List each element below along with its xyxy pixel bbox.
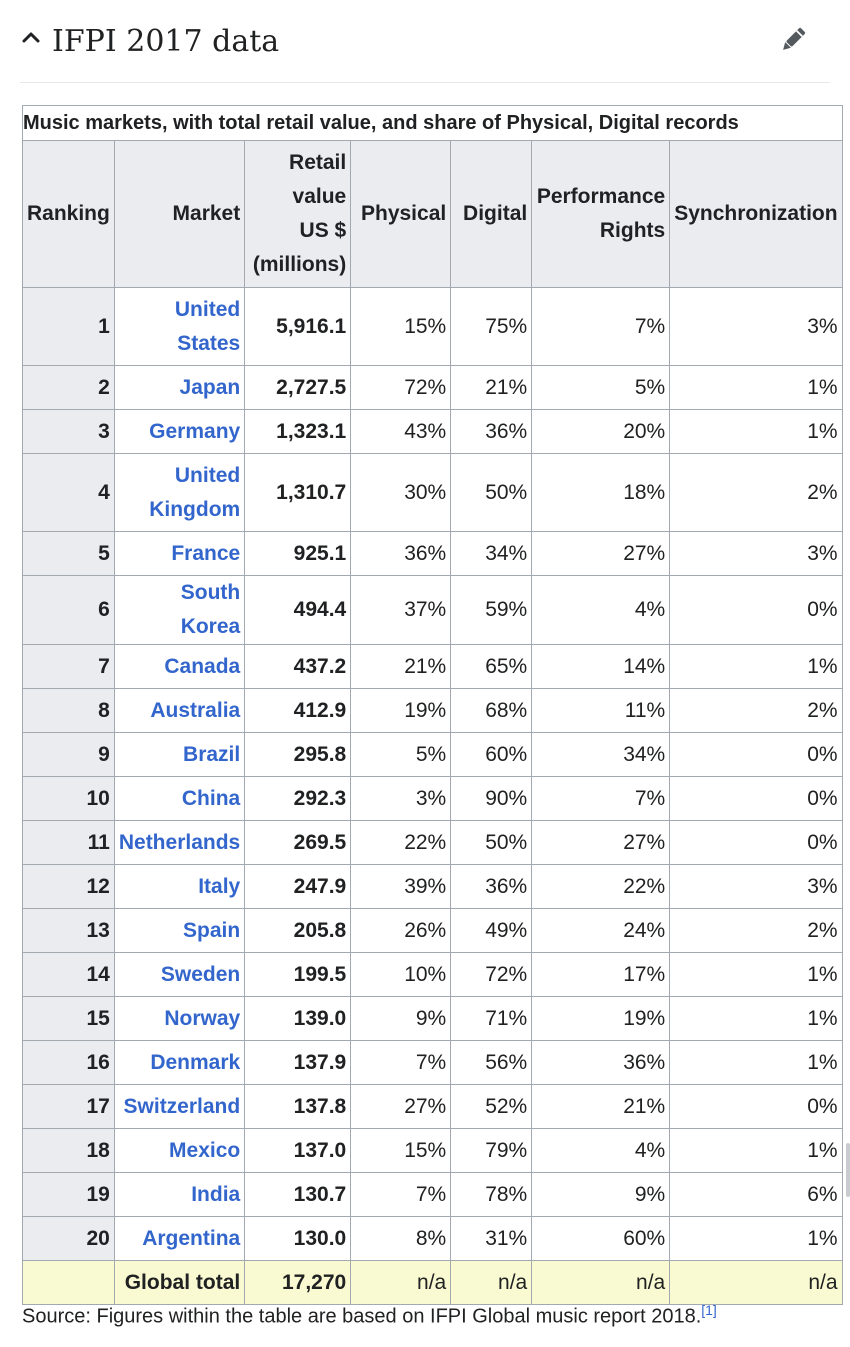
retail-value-cell: 5,916.1 (245, 288, 351, 366)
digital-cell: 60% (451, 733, 532, 777)
rank-cell: 7 (23, 645, 115, 689)
market-link[interactable]: South Korea (114, 576, 244, 645)
table-row (23, 733, 843, 777)
table-row (23, 366, 843, 410)
retail-value-cell: 137.8 (245, 1085, 351, 1129)
table-row (23, 865, 843, 909)
header-physical[interactable]: Physical (351, 141, 451, 288)
performance-cell: 5% (532, 366, 670, 410)
digital-cell: 34% (451, 532, 532, 576)
digital-cell: 36% (451, 410, 532, 454)
market-link[interactable]: Netherlands (114, 821, 244, 865)
reference-link[interactable]: [1] (701, 1302, 717, 1318)
table-row (23, 1129, 843, 1173)
physical-cell: 7% (351, 1041, 451, 1085)
performance-cell: 36% (532, 1041, 670, 1085)
physical-cell: 9% (351, 997, 451, 1041)
retail-value-cell: 925.1 (245, 532, 351, 576)
physical-cell: 30% (351, 454, 451, 532)
physical-cell: 5% (351, 733, 451, 777)
sync-cell: 3% (670, 532, 842, 576)
market-link[interactable]: Norway (114, 997, 244, 1041)
market-link[interactable]: Sweden (114, 953, 244, 997)
table-row (23, 1085, 843, 1129)
table-row (23, 1173, 843, 1217)
physical-cell: 27% (351, 1085, 451, 1129)
market-link-line: Kingdom (149, 497, 241, 521)
table-row (23, 1217, 843, 1261)
performance-cell: 4% (532, 1129, 670, 1173)
global-total-row (23, 1261, 843, 1305)
performance-cell: 7% (532, 777, 670, 821)
rank-cell: 8 (23, 689, 115, 733)
physical-cell: 19% (351, 689, 451, 733)
header-retail-value[interactable] (245, 141, 351, 288)
retail-value-cell: 295.8 (245, 733, 351, 777)
physical-cell: 15% (351, 288, 451, 366)
section-divider (20, 82, 830, 83)
market-link[interactable]: Germany (114, 410, 244, 454)
physical-cell: 72% (351, 366, 451, 410)
digital-cell: 65% (451, 645, 532, 689)
table-caption: Music markets, with total retail value, and share of Physical, Digital records (23, 106, 843, 141)
performance-cell: 7% (532, 288, 670, 366)
header-retail-line: Retail (289, 151, 347, 174)
performance-cell: 27% (532, 532, 670, 576)
physical-cell: 26% (351, 909, 451, 953)
header-digital[interactable]: Digital (451, 141, 532, 288)
rank-cell: 12 (23, 865, 115, 909)
chevron-up-icon[interactable] (20, 26, 42, 48)
sync-cell: 1% (670, 1041, 842, 1085)
total-digital: n/a (451, 1261, 532, 1305)
rank-cell: 1 (23, 288, 115, 366)
table-row (23, 689, 843, 733)
sync-cell: 0% (670, 1085, 842, 1129)
rank-cell: 3 (23, 410, 115, 454)
performance-cell: 21% (532, 1085, 670, 1129)
digital-cell: 36% (451, 865, 532, 909)
digital-cell: 52% (451, 1085, 532, 1129)
total-retail-value: 17,270 (245, 1261, 351, 1305)
sync-cell: 1% (670, 410, 842, 454)
total-performance: n/a (532, 1261, 670, 1305)
retail-value-cell: 130.0 (245, 1217, 351, 1261)
total-physical: n/a (351, 1261, 451, 1305)
sync-cell: 3% (670, 865, 842, 909)
rank-cell: 17 (23, 1085, 115, 1129)
digital-cell: 90% (451, 777, 532, 821)
physical-cell: 10% (351, 953, 451, 997)
sync-cell: 6% (670, 1173, 842, 1217)
header-synchronization[interactable]: Synchronization (670, 141, 842, 288)
sync-cell: 0% (670, 777, 842, 821)
sync-cell: 0% (670, 576, 842, 645)
performance-cell: 20% (532, 410, 670, 454)
header-retail-line: US $ (299, 219, 347, 242)
rank-cell: 10 (23, 777, 115, 821)
retail-value-cell: 137.0 (245, 1129, 351, 1173)
table-row (23, 997, 843, 1041)
rank-cell: 6 (23, 576, 115, 645)
rank-cell: 4 (23, 454, 115, 532)
source-text: Source: Figures within the table are based on IFPI Global music report 2018. (22, 1305, 702, 1328)
sync-cell: 1% (670, 1129, 842, 1173)
retail-value-cell: 137.9 (245, 1041, 351, 1085)
header-retail-line: value (292, 185, 347, 208)
market-link[interactable]: Japan (114, 366, 244, 410)
section-header[interactable] (0, 0, 850, 84)
digital-cell: 56% (451, 1041, 532, 1085)
rank-cell: 20 (23, 1217, 115, 1261)
rank-cell: 19 (23, 1173, 115, 1217)
market-link[interactable]: Australia (114, 689, 244, 733)
digital-cell: 78% (451, 1173, 532, 1217)
total-label: Global total (114, 1261, 244, 1305)
sync-cell: 0% (670, 821, 842, 865)
header-market[interactable]: Market (114, 141, 244, 288)
header-performance-rights[interactable] (532, 141, 670, 288)
performance-cell: 18% (532, 454, 670, 532)
rank-cell: 5 (23, 532, 115, 576)
performance-cell: 24% (532, 909, 670, 953)
performance-cell: 19% (532, 997, 670, 1041)
retail-value-cell: 130.7 (245, 1173, 351, 1217)
digital-cell: 68% (451, 689, 532, 733)
sync-cell: 3% (670, 288, 842, 366)
rank-cell: 13 (23, 909, 115, 953)
physical-cell: 15% (351, 1129, 451, 1173)
header-performance-line: Performance (536, 185, 666, 208)
digital-cell: 79% (451, 1129, 532, 1173)
table-row (23, 1041, 843, 1085)
market-link-line: United (174, 463, 241, 487)
music-markets-table (22, 105, 843, 1305)
digital-cell: 59% (451, 576, 532, 645)
table-row (23, 645, 843, 689)
digital-cell: 21% (451, 366, 532, 410)
physical-cell: 37% (351, 576, 451, 645)
rank-cell: 14 (23, 953, 115, 997)
physical-cell: 3% (351, 777, 451, 821)
market-link-line: United (174, 297, 241, 321)
physical-cell: 36% (351, 532, 451, 576)
retail-value-cell: 412.9 (245, 689, 351, 733)
table-row (23, 454, 843, 532)
sync-cell: 2% (670, 909, 842, 953)
performance-cell: 9% (532, 1173, 670, 1217)
sync-cell: 2% (670, 454, 842, 532)
rank-cell: 2 (23, 366, 115, 410)
market-link[interactable]: Mexico (114, 1129, 244, 1173)
sync-cell: 2% (670, 689, 842, 733)
performance-cell: 11% (532, 689, 670, 733)
sync-cell: 1% (670, 1217, 842, 1261)
digital-cell: 71% (451, 997, 532, 1041)
rank-cell: 16 (23, 1041, 115, 1085)
sync-cell: 1% (670, 953, 842, 997)
market-link[interactable]: Switzerland (114, 1085, 244, 1129)
table-row (23, 953, 843, 997)
pencil-icon[interactable] (778, 25, 808, 55)
retail-value-cell: 437.2 (245, 645, 351, 689)
table-row (23, 288, 843, 366)
digital-cell: 50% (451, 821, 532, 865)
sync-cell: 1% (670, 645, 842, 689)
performance-cell: 27% (532, 821, 670, 865)
retail-value-cell: 1,310.7 (245, 454, 351, 532)
table-row (23, 909, 843, 953)
physical-cell: 22% (351, 821, 451, 865)
physical-cell: 39% (351, 865, 451, 909)
digital-cell: 75% (451, 288, 532, 366)
digital-cell: 31% (451, 1217, 532, 1261)
retail-value-cell: 247.9 (245, 865, 351, 909)
market-link[interactable]: India (114, 1173, 244, 1217)
header-ranking[interactable]: Ranking (23, 141, 115, 288)
table-row (23, 410, 843, 454)
total-empty-cell (23, 1261, 115, 1305)
table-row (23, 777, 843, 821)
retail-value-cell: 139.0 (245, 997, 351, 1041)
sync-cell: 1% (670, 366, 842, 410)
retail-value-cell: 494.4 (245, 576, 351, 645)
retail-value-cell: 2,727.5 (245, 366, 351, 410)
retail-value-cell: 1,323.1 (245, 410, 351, 454)
source-note (22, 1302, 717, 1329)
market-link[interactable]: Argentina (114, 1217, 244, 1261)
digital-cell: 50% (451, 454, 532, 532)
rank-cell: 15 (23, 997, 115, 1041)
sync-cell: 0% (670, 733, 842, 777)
market-link[interactable]: France (114, 532, 244, 576)
digital-cell: 72% (451, 953, 532, 997)
header-performance-line: Rights (599, 219, 666, 242)
retail-value-cell: 199.5 (245, 953, 351, 997)
rank-cell: 9 (23, 733, 115, 777)
header-retail-line: (millions) (252, 253, 347, 276)
table-row (23, 576, 843, 645)
market-link[interactable] (114, 288, 244, 366)
digital-cell: 49% (451, 909, 532, 953)
rank-cell: 11 (23, 821, 115, 865)
rank-cell: 18 (23, 1129, 115, 1173)
market-link[interactable]: Brazil (114, 733, 244, 777)
performance-cell: 34% (532, 733, 670, 777)
performance-cell: 4% (532, 576, 670, 645)
header-row (23, 141, 843, 288)
physical-cell: 21% (351, 645, 451, 689)
market-link[interactable]: Denmark (114, 1041, 244, 1085)
total-sync: n/a (670, 1261, 842, 1305)
table-row (23, 821, 843, 865)
market-link[interactable] (114, 454, 244, 532)
table-row (23, 532, 843, 576)
physical-cell: 8% (351, 1217, 451, 1261)
market-link[interactable]: Spain (114, 909, 244, 953)
market-link[interactable]: Canada (114, 645, 244, 689)
market-link[interactable]: China (114, 777, 244, 821)
retail-value-cell: 269.5 (245, 821, 351, 865)
section-title: IFPI 2017 data (52, 24, 280, 59)
performance-cell: 60% (532, 1217, 670, 1261)
scrollbar[interactable] (846, 1143, 850, 1197)
sync-cell: 1% (670, 997, 842, 1041)
retail-value-cell: 292.3 (245, 777, 351, 821)
market-link-line: States (177, 331, 241, 355)
performance-cell: 17% (532, 953, 670, 997)
retail-value-cell: 205.8 (245, 909, 351, 953)
physical-cell: 7% (351, 1173, 451, 1217)
performance-cell: 22% (532, 865, 670, 909)
physical-cell: 43% (351, 410, 451, 454)
performance-cell: 14% (532, 645, 670, 689)
market-link[interactable]: Italy (114, 865, 244, 909)
